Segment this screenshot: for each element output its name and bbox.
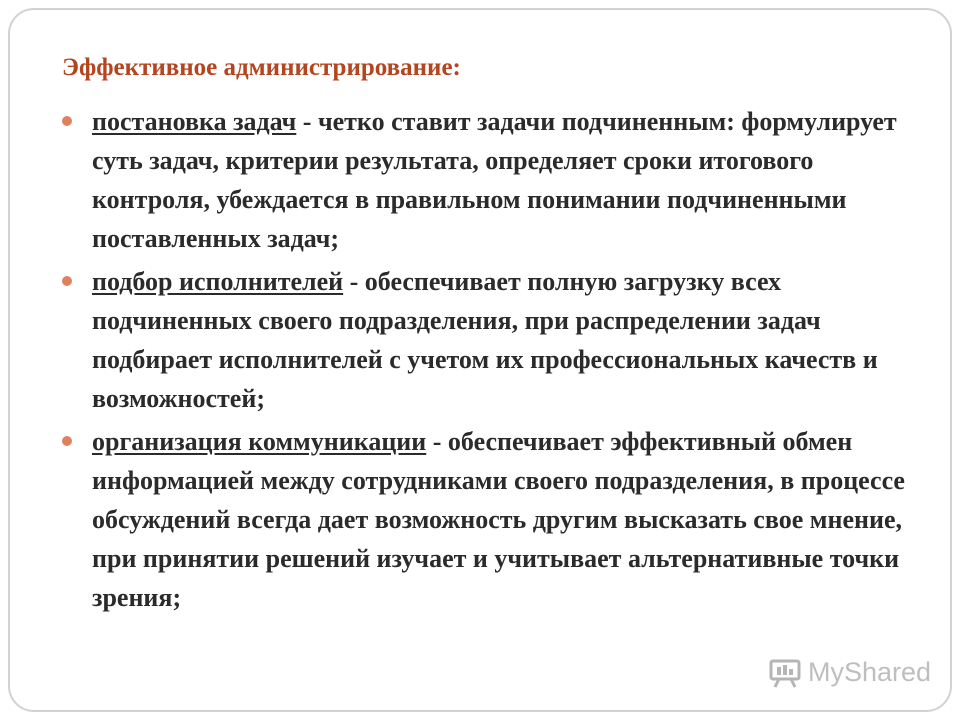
bullet-dot-icon bbox=[62, 436, 72, 446]
bullet-text: - обеспечивает эффективный обмен информацией между сотрудниками своего подразделения, в процессе обсуждений всегда дает возможность другим высказать свое мнение, при принятии решений изучает и учитывает альтернативные точки зрения; bbox=[92, 427, 905, 612]
slide-frame bbox=[8, 8, 952, 712]
bullet-term: постановка задач bbox=[92, 107, 297, 136]
bullet-text: - четко ставит задачи подчиненным: формулирует суть задач, критерии результата, определяет сроки итогового контроля, убеждается в правильном понимании подчиненными поставленных задач; bbox=[92, 107, 897, 253]
bullet-list bbox=[62, 102, 932, 621]
myshared-watermark bbox=[768, 657, 931, 688]
slide-title: Эффективное администрирование: bbox=[62, 54, 461, 81]
bullet-text: - обеспечивает полную загрузку всех подчиненных своего подразделения, при распределении задач подбирает исполнителей с учетом их профессиональных качеств и возможностей; bbox=[92, 267, 878, 413]
bullet-item bbox=[62, 422, 932, 617]
presentation-board-icon bbox=[768, 658, 802, 688]
bullet-term: организация коммуникации bbox=[92, 427, 427, 456]
watermark-text: MyShared bbox=[808, 657, 932, 687]
bullet-term: подбор исполнителей bbox=[92, 267, 344, 296]
bullet-dot-icon bbox=[62, 116, 72, 126]
bullet-item bbox=[62, 102, 932, 258]
bullet-dot-icon bbox=[62, 276, 72, 286]
bullet-item bbox=[62, 262, 932, 418]
